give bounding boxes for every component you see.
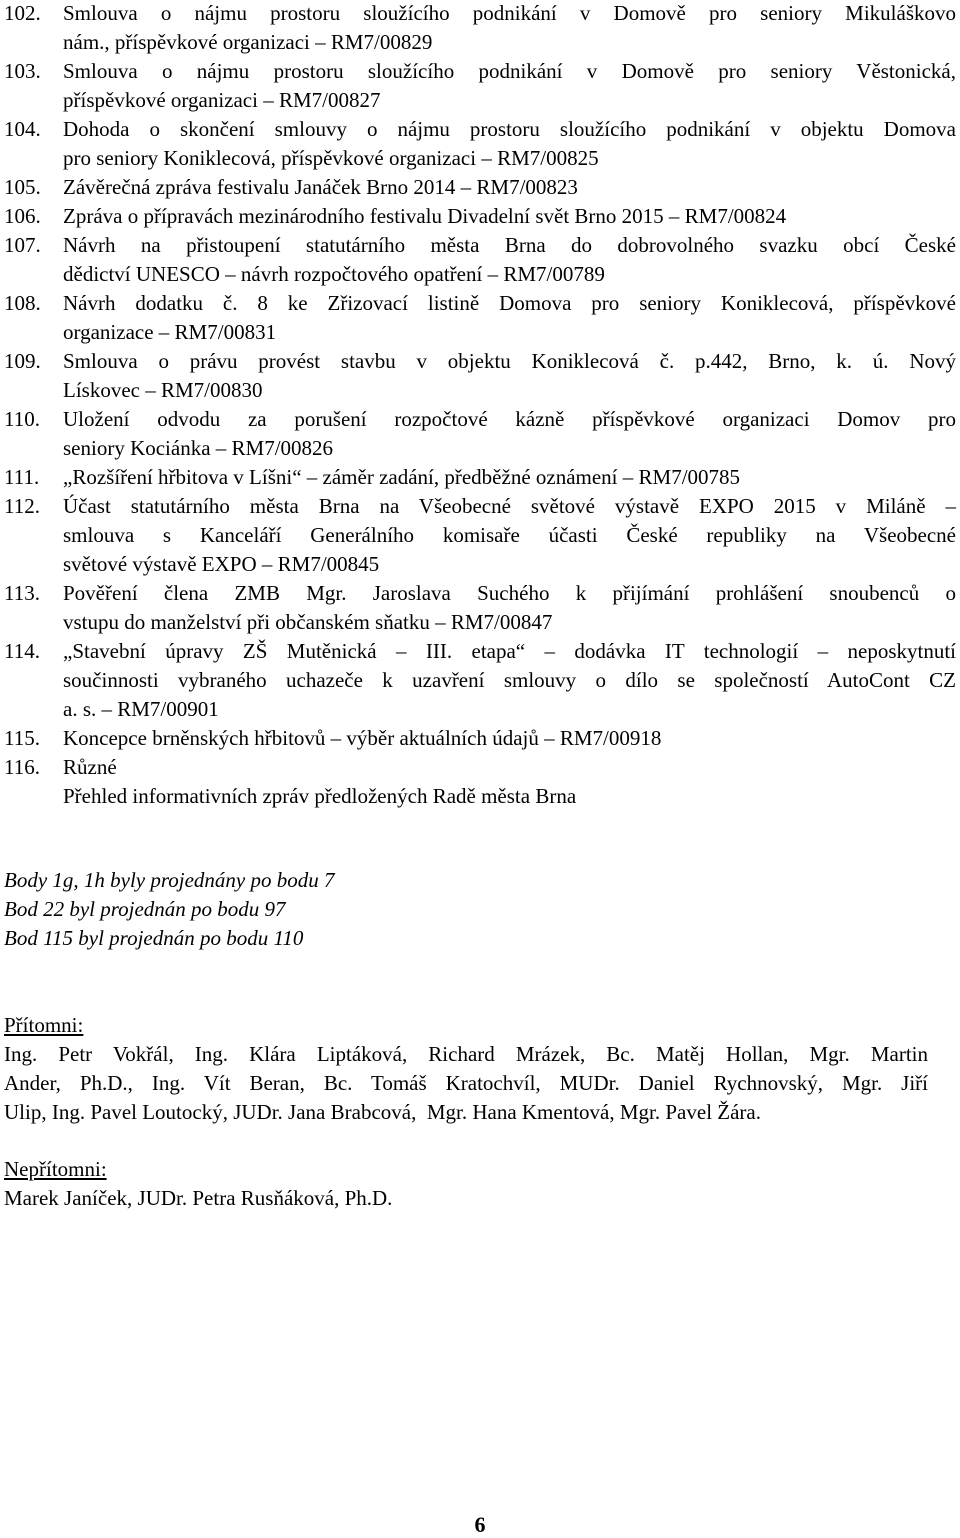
absent-title: Nepřítomni: [4,1157,107,1181]
note-line: Bod 22 byl projednán po bodu 97 [4,897,286,921]
agenda-item-105 [4,173,956,202]
page-number: 6 [474,1512,486,1537]
item-line: Přehled informativních zpráv předložených Radě města Brna [63,784,577,808]
item-number: 107. [4,233,41,257]
item-number: 109. [4,349,41,373]
item-number: 112. [4,494,40,518]
item-text [63,753,956,811]
agenda-item-109 [4,347,956,405]
note-line: Bod 115 byl projednán po bodu 110 [4,926,304,950]
item-number: 102. [4,1,41,25]
item-text [63,289,956,347]
item-line: „Rozšíření hřbitova v Líšni“ – záměr zadání, předběžné oznámení – RM7/00785 [63,465,741,489]
item-line: Smlouva o nájmu prostoru sloužícího podnikání v Domově pro seniory Mikuláškovo [63,1,956,25]
present-names [4,1040,928,1127]
agenda-item-111 [4,463,956,492]
item-number: 105. [4,175,41,199]
item-line: Účast statutárního města Brna na Všeobecné světové výstavě EXPO 2015 v Miláně – [63,494,956,518]
item-line: Zpráva o přípravách mezinárodního festivalu Divadelní svět Brno 2015 – RM7/00824 [63,204,787,228]
item-text [63,0,956,57]
present-section [4,1011,928,1127]
item-number: 116. [4,755,40,779]
item-line: Různé [63,755,117,779]
item-line: Pověření člena ZMB Mgr. Jaroslava Suchého k přijímání prohlášení snoubenců o [63,581,956,605]
item-line: smlouva s Kanceláří Generálního komisaře účasti České republiky na Všeobecné [63,523,956,547]
item-line: Návrh na přistoupení statutárního města Brna do dobrovolného svazku obcí České [63,233,956,257]
present-line: Ulip, Ing. Pavel Loutocký, JUDr. Jana Brabcová, Mgr. Hana Kmentová, Mgr. Pavel Žára. [4,1100,761,1124]
item-text [63,115,956,173]
item-text [63,463,956,492]
item-number: 114. [4,639,40,663]
item-number: 108. [4,291,41,315]
agenda-item-107 [4,231,956,289]
item-number: 103. [4,59,41,83]
item-text [63,405,956,463]
item-line: Smlouva o nájmu prostoru sloužícího podnikání v Domově pro seniory Věstonická, [63,59,956,83]
present-line: Ing. Petr Vokřál, Ing. Klára Liptáková, Richard Mrázek, Bc. Matěj Hollan, Mgr. Martin [4,1042,928,1066]
agenda-item-108 [4,289,956,347]
item-line: a. s. – RM7/00901 [63,697,219,721]
agenda-item-104 [4,115,956,173]
agenda-item-114 [4,637,956,724]
agenda-item-113 [4,579,956,637]
agenda-item-116 [4,753,956,811]
item-line: pro seniory Koniklecová, příspěvkové organizaci – RM7/00825 [63,146,599,170]
item-line: Dohoda o skončení smlouvy o nájmu prostoru sloužícího podnikání v objektu Domova [63,117,956,141]
item-line: příspěvkové organizaci – RM7/00827 [63,88,381,112]
item-text [63,347,956,405]
agenda-item-112 [4,492,956,579]
agenda-item-106 [4,202,956,231]
note-line: Body 1g, 1h byly projednány po bodu 7 [4,868,335,892]
item-number: 115. [4,726,40,750]
agenda-notes [4,866,335,953]
item-number: 110. [4,407,40,431]
item-number: 113. [4,581,40,605]
item-line: seniory Kociánka – RM7/00826 [63,436,334,460]
agenda-item-103 [4,57,956,115]
agenda-item-102 [4,0,956,57]
absent-names: Marek Janíček, JUDr. Petra Rusňáková, Ph.D. [4,1186,393,1210]
absent-section [4,1155,928,1213]
item-line: Uložení odvodu za porušení rozpočtové kázně příspěvkové organizaci Domov pro [63,407,956,431]
item-line: světové výstavě EXPO – RM7/00845 [63,552,380,576]
agenda-item-110 [4,405,956,463]
agenda-item-115 [4,724,956,753]
item-text [63,202,956,231]
item-number: 104. [4,117,41,141]
item-line: Smlouva o právu provést stavbu v objektu Koniklecová č. p.442, Brno, k. ú. Nový [63,349,956,373]
agenda-list [4,0,956,811]
item-line: nám., příspěvkové organizaci – RM7/00829 [63,30,433,54]
item-text [63,492,956,579]
item-text [63,231,956,289]
item-line: Koncepce brněnských hřbitovů – výběr aktuálních údajů – RM7/00918 [63,726,662,750]
item-text [63,637,956,724]
item-line: Závěrečná zpráva festivalu Janáček Brno 2014 – RM7/00823 [63,175,578,199]
item-number: 111. [4,465,40,489]
present-line: Ander, Ph.D., Ing. Vít Beran, Bc. Tomáš Kratochvíl, MUDr. Daniel Rychnovský, Mgr. Jiří [4,1071,928,1095]
item-line: Návrh dodatku č. 8 ke Zřizovací listině Domova pro seniory Koniklecová, příspěvkové [63,291,956,315]
item-line: vstupu do manželství při občanském sňatku – RM7/00847 [63,610,553,634]
item-text [63,724,956,753]
item-text [63,57,956,115]
item-line: Lískovec – RM7/00830 [63,378,263,402]
item-line: „Stavební úpravy ZŠ Mutěnická – III. etapa“ – dodávka IT technologií – neposkytnutí [63,639,956,663]
item-number: 106. [4,204,41,228]
item-line: součinnosti vybraného uchazeče k uzavření smlouvy o dílo se společností AutoCont CZ [63,668,956,692]
item-text [63,173,956,202]
item-line: dědictví UNESCO – návrh rozpočtového opatření – RM7/00789 [63,262,605,286]
present-title: Přítomni: [4,1013,84,1037]
item-text [63,579,956,637]
item-line: organizace – RM7/00831 [63,320,277,344]
